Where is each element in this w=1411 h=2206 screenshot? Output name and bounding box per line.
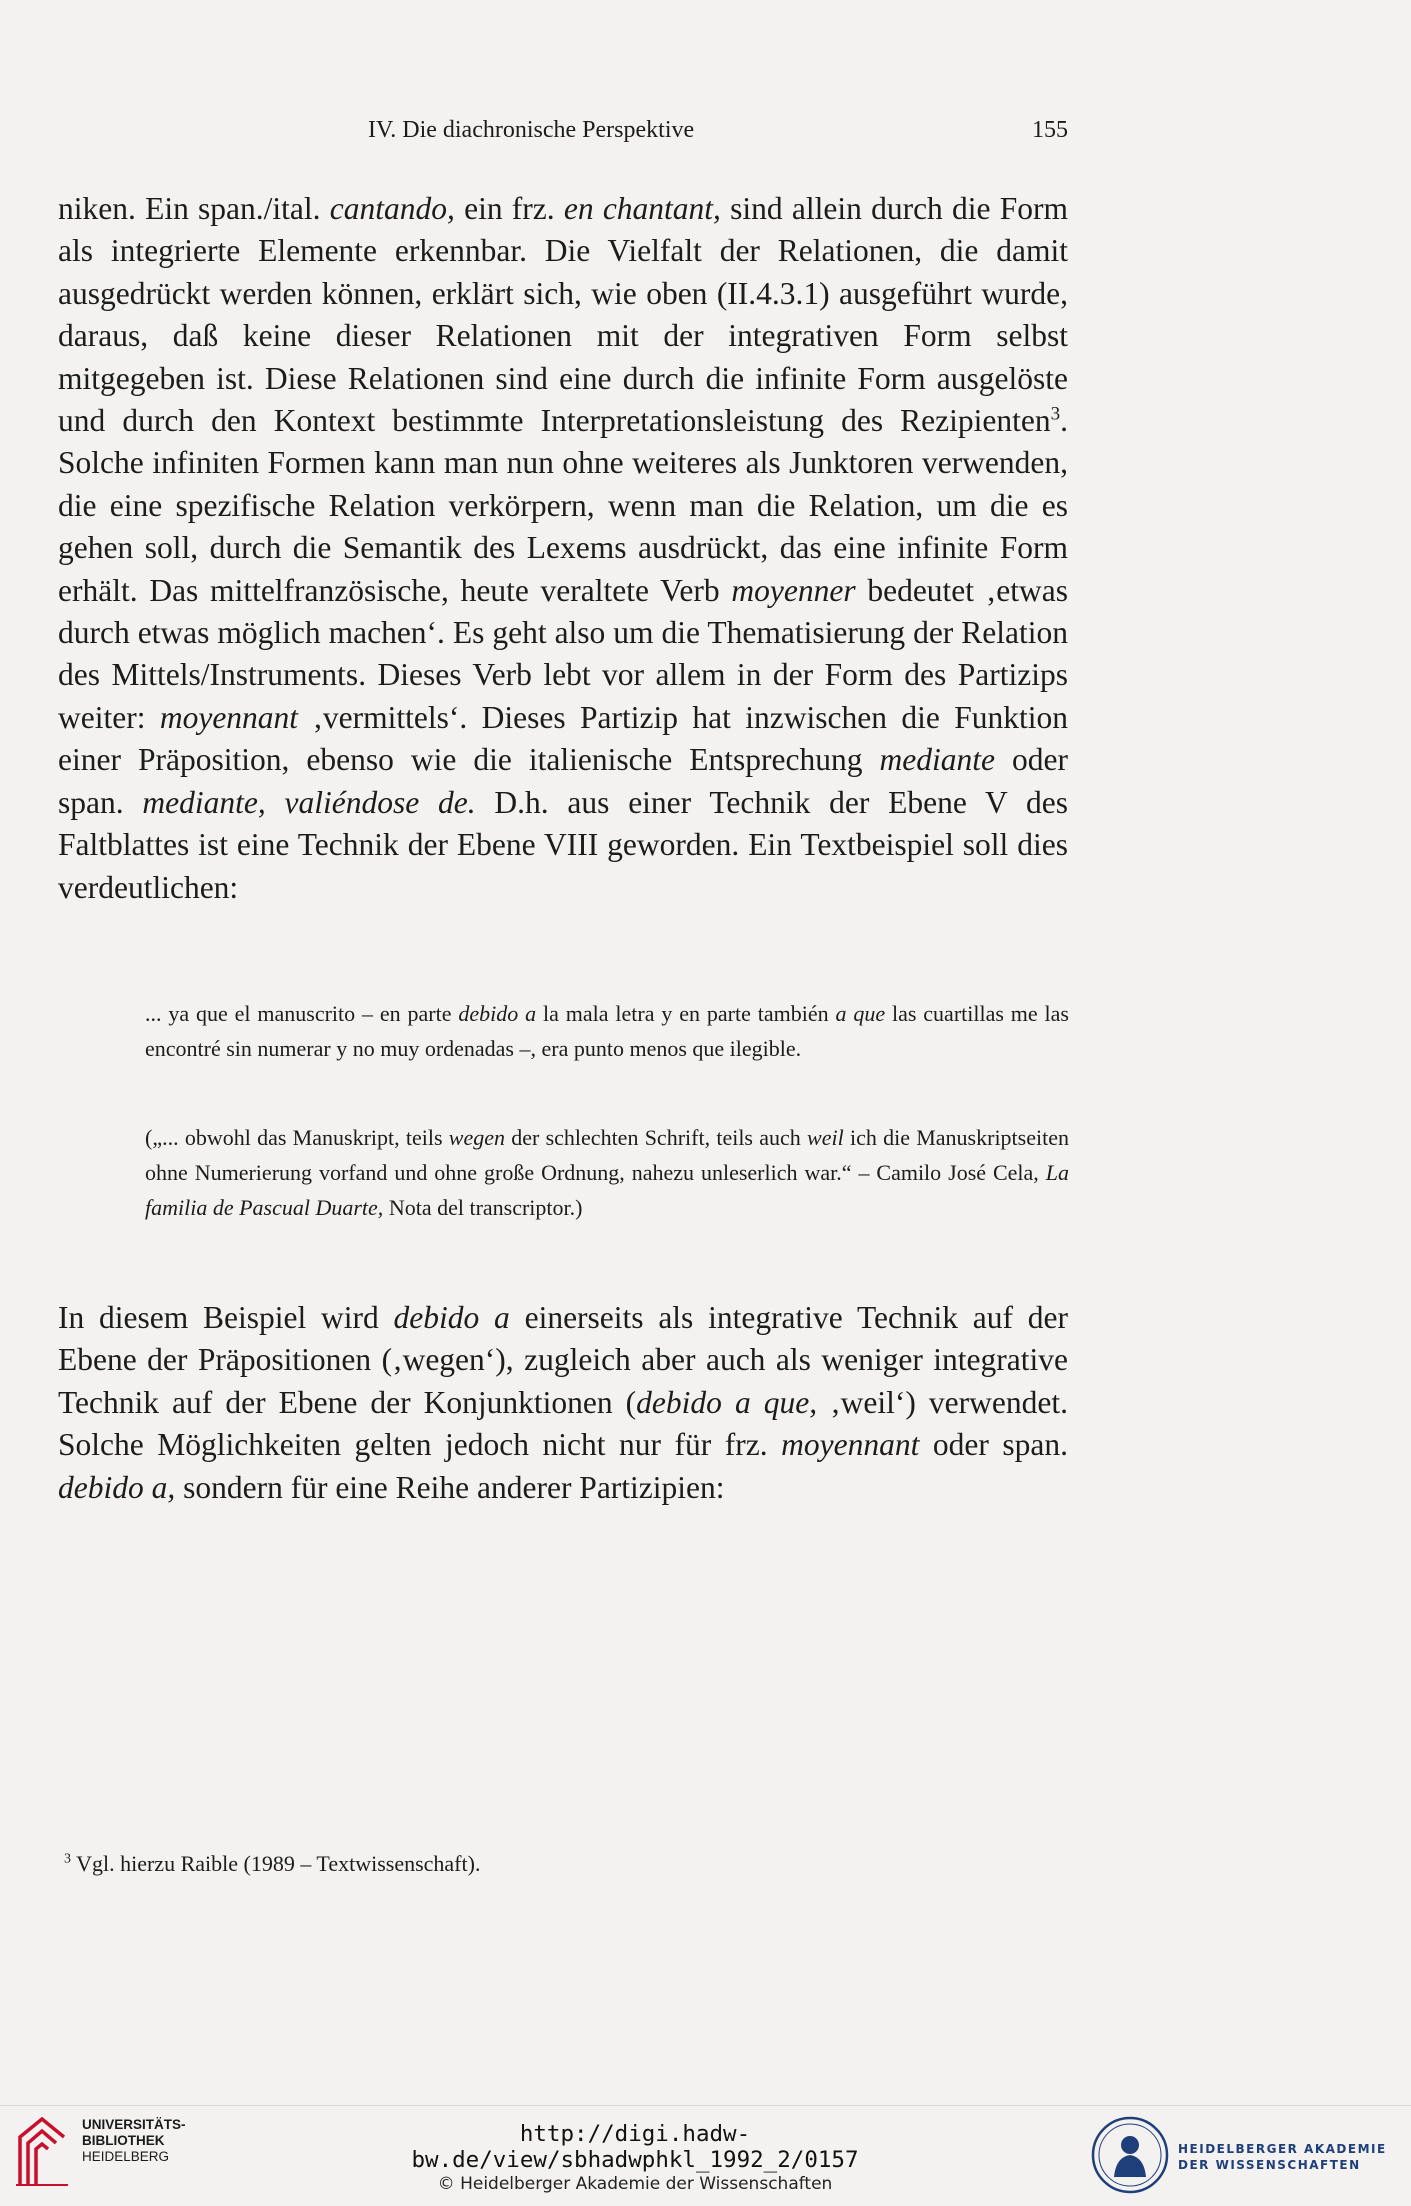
- text-run: der schlechten Schrift, teils auch: [505, 1125, 808, 1150]
- block-quote-german: [145, 1120, 1069, 1225]
- text-run: D.h. aus einer Technik der Ebene V des Faltblattes ist eine Technik der Ebene VIII geworden. Ein Textbeispiel soll dies verdeutlichen:: [58, 784, 1069, 905]
- italic-term: a que: [835, 1001, 886, 1026]
- academy-name: [1178, 2141, 1387, 2173]
- university-library-name: [82, 2117, 186, 2165]
- library-name-line: HEIDELBERG: [82, 2149, 170, 2164]
- copyright-notice: © Heidelberger Akademie der Wissenschaften: [437, 2174, 833, 2194]
- text-run: sind allein durch die Form als integrierte Elemente erkennbar. Die Vielfalt der Relationen, die damit ausgedrückt werden können, erklärt sich, wie oben (II.4.3.1) ausgeführt wurde, daraus, daß keine dieser Relationen mit der integrativen Form selbst mitgegeben ist. Diese Relationen sind eine durch die infinite Form ausgelöste und durch den Kontext bestimmte Interpretationsleistung des Rezipienten: [58, 191, 1068, 439]
- footnote-number: 3: [64, 1851, 71, 1867]
- academy-seal-icon[interactable]: [1090, 2115, 1170, 2195]
- text-run: . Solche infiniten Formen kann man nun ohne weiteres als Junktoren verwenden, die eine spezifische Relation verkörpern, wenn man die Relation, um die es gehen soll, durch die Semantik des Lexems ausdrückt, das eine infinite Form erhält. Das mittelfranzösische, heute veraltete Verb: [58, 403, 1068, 608]
- text-run: ‚vermittels‘. Dieses Partizip hat inzwischen die Funktion einer Präposition, ebenso wie die italienische Entsprechung: [58, 699, 1068, 778]
- permalink-url[interactable]: http://digi.hadw-bw.de/view/sbhadwphkl_1992_2/0157: [411, 2121, 859, 2173]
- academy-name-line: DER WISSENSCHAFTEN: [1178, 2158, 1361, 2172]
- text-run: niken. Ein span./ital.: [58, 191, 330, 226]
- footnote-text: Vgl. hierzu Raible (1989 – Textwissenschaft).: [71, 1851, 481, 1876]
- text-run: las cuartillas me las encontré sin numerar y no muy ordenadas –, era punto menos que ilegible.: [145, 1001, 1069, 1061]
- footnote-reference[interactable]: 3: [1050, 403, 1061, 425]
- italic-term: debido a: [458, 1001, 537, 1026]
- academy-name-line: HEIDELBERGER AKADEMIE: [1178, 2142, 1387, 2156]
- text-run: oder span.: [919, 1427, 1068, 1463]
- italic-term: mediante: [879, 742, 995, 778]
- text-run: ... ya que el manuscrito – en parte: [145, 1001, 459, 1026]
- university-library-logo-icon[interactable]: [12, 2113, 72, 2193]
- italic-term: weil: [807, 1125, 844, 1150]
- block-quote-spanish: [145, 996, 1069, 1066]
- italic-term: moyennant: [781, 1427, 920, 1463]
- running-head: [58, 112, 1068, 148]
- italic-term: wegen: [448, 1125, 505, 1150]
- library-name-line: UNIVERSITÄTS-: [82, 2117, 186, 2132]
- text-run: In diesem Beispiel wird: [58, 1300, 394, 1335]
- italic-term: moyennant: [159, 699, 299, 735]
- library-name-line: BIBLIOTHEK: [82, 2133, 165, 2148]
- chapter-title: IV. Die diachronische Perspektive: [368, 117, 695, 143]
- italic-term: debido a que,: [636, 1384, 818, 1420]
- italic-term: mediante, valiéndose de.: [142, 784, 476, 820]
- italic-term: en chantant,: [563, 191, 721, 226]
- text-run: la mala letra y en parte también: [536, 1001, 836, 1026]
- italic-term: debido a: [393, 1300, 510, 1335]
- paragraph-1: [58, 188, 1068, 909]
- text-run: ich die Manuskriptseiten ohne Numerierung vorfand und ohne große Ordnung, nahezu unleserlich war.“ – Camilo José Cela,: [145, 1125, 1069, 1185]
- text-run: bedeutet ‚etwas durch etwas möglich machen‘. Es geht also um die Thematisierung der Relation des Mittels/Instruments. Dieses Verb lebt vor allem in der Form des Partizips weiter:: [58, 572, 1068, 735]
- italic-term: moyenner: [731, 572, 856, 608]
- page-number: 155: [1032, 117, 1068, 143]
- italic-term: debido a,: [58, 1469, 176, 1505]
- text-run: Nota del transcriptor.): [383, 1195, 583, 1220]
- text-run: oder span.: [58, 742, 1068, 820]
- text-run: ‚weil‘) verwendet. Solche Möglichkeiten gelten jedoch nicht nur für frz.: [58, 1384, 1068, 1463]
- italic-term: La familia de Pascual Duarte,: [145, 1160, 1069, 1220]
- text-run: ein frz.: [454, 191, 564, 226]
- text-run: einerseits als integrative Technik auf der Ebene der Präpositionen (‚wegen‘), zugleich aber auch als weniger integrative Technik auf der Ebene der Konjunktionen (: [58, 1300, 1068, 1420]
- text-run: („... obwohl das Manuskript, teils: [145, 1125, 449, 1150]
- text-run: sondern für eine Reihe anderer Partizipien:: [175, 1469, 725, 1505]
- italic-term: cantando,: [329, 191, 455, 226]
- footnote: [64, 1848, 480, 1880]
- paragraph-2: [58, 1297, 1068, 1509]
